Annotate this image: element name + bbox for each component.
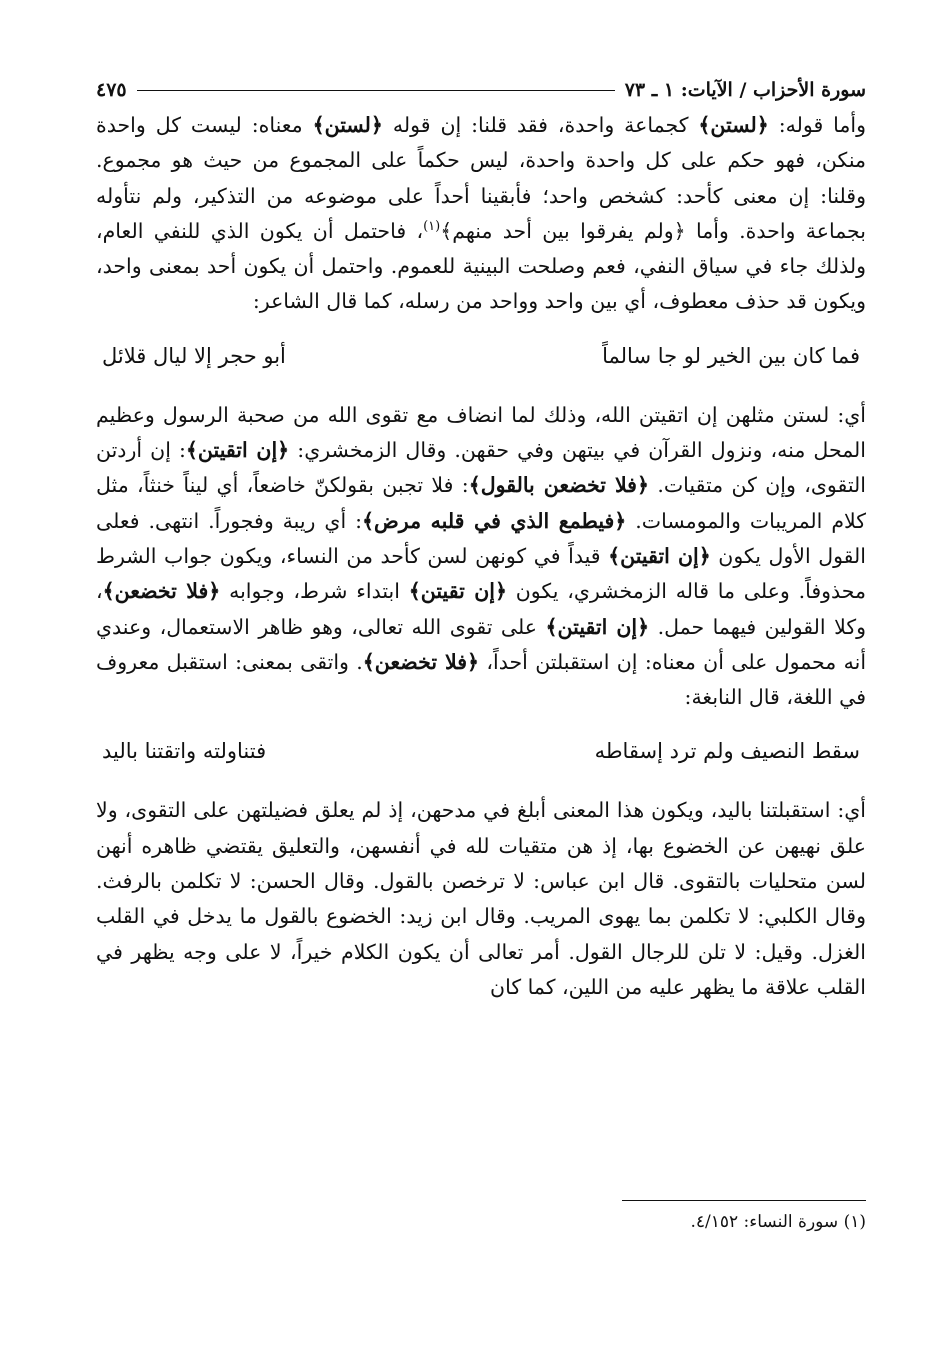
paragraph-2: [96, 398, 866, 716]
quran-quote: ﴿لستن﴾: [698, 113, 769, 137]
footnote-rule: [622, 1200, 866, 1201]
verse-2-second-hemistich: فتناولته واتقتنا باليد: [102, 739, 267, 764]
text-run: أي: استقبلتنا باليد، ويكون هذا المعنى أبلغ في مدحهن، إذ لم يعلق فضيلتهن على التقوى، ولا علق نهيهن عن الخضوع بها، إذ هن متقيات لله في أنفسهن، والتعليق يقتضي ظاهره أنهن لسن متحليات بالتقوى. قال ابن عباس: لا ترخصن بالقول. وقال الحسن: لا تكلمن بالرفث. وقال الكلبي: لا تكلمن بما يهوى المريب. وقال ابن زيد: الخضوع بالقول ما يدخل في القلب الغزل. وقيل: لا تلن للرجال القول. أمر تعالى أن يكون الكلام خيراً، لا على وجه يظهر في القلب علاقة ما يظهر عليه من اللين، كما كان: [96, 798, 866, 999]
header-rule: [137, 90, 615, 91]
quran-quote: ﴿فلا تخضعن بالقول﴾: [468, 473, 649, 498]
quran-quote: ﴿لستن﴾: [312, 113, 383, 137]
quran-quote: ﴿إن اتقيتن﴾: [608, 543, 711, 568]
surah-title: سورة الأحزاب / الآيات: ١ ـ ٧٣: [624, 79, 866, 101]
text-run: ابتداء شرط، وجوابه: [220, 579, 409, 604]
footnote-ref: (١): [423, 219, 441, 235]
verse-1-second-hemistich: أبو حجر إلا ليال قلائل: [102, 343, 286, 368]
text-run: ، فاحتمل أن يكون الذي للنفي العام، ولذلك جاء في سياق النفي، فعم وصلحت البينية للعموم. واحتمل أن يكون أحد بمعنى واحد، ويكون قد حذف معطوف، أي بين واحد وواحد من رسله، كما قال الشاعر:: [96, 218, 866, 314]
text-run: . واتقى بمعنى: استقبل معروف في اللغة، قال النابغة:: [96, 649, 866, 710]
quran-quote: ﴿إن اتقيتن﴾: [545, 614, 650, 639]
paragraph-1: [96, 108, 866, 320]
text-run: على تقوى الله تعالى، وهو ظاهر الاستعمال، وعندي أنه محمول على أن معناه: إن استقبلتن أحداً،: [96, 614, 867, 674]
paragraph-3: [96, 793, 866, 1005]
quran-quote: ﴿فلا تخضعن﴾: [102, 579, 221, 604]
text-run: قيداً في كونهن لسن كأحد من النساء، ويكون جواب الشرط محذوفاً. وعلى ما قاله الزمخشري، يكون: [96, 543, 867, 604]
quran-quote: ﴿إن اتقيتن﴾: [185, 438, 290, 463]
quran-quote: ﴿فلا تخضعن﴾: [362, 649, 480, 674]
text-run: كجماعة واحدة، فقد قلنا: إن قوله: [382, 113, 699, 137]
page-number: ٤٧٥: [96, 79, 127, 101]
text-run: معناه: ليست كل واحدة منكن، فهو حكم على كل واحدة واحدة، ليس حكماً على المجموع من حيث هو مجموع. وقلنا: إن معنى كأحد: كشخص واحد؛ فأبقينا أحداً على موضوعه من التذكير، ولم نتأوله بجماعة واحدة. وأما ﴿ولم يفرقوا بين أحد منهم﴾: [96, 113, 866, 243]
running-header: [96, 72, 866, 108]
verse-2: [102, 733, 860, 769]
text-run: : أي ريبة وفجوراً. انتهى. فعلى القول الأول يكون: [96, 508, 866, 568]
text-run: ، وكلا القولين فيهما حمل.: [96, 579, 866, 639]
text-run: أي: لستن مثلهن إن اتقيتن الله، وذلك لما انضاف مع تقوى الله من صحبة الرسول وعظيم المحل منه، ونزول القرآن في بيتهن وفي حقهن. وقال الزمخشري:: [96, 402, 866, 463]
quran-quote: ﴿فيطمع الذي في قلبه مرض﴾: [362, 508, 627, 533]
page: [96, 72, 867, 1232]
text-run: وأما قوله:: [768, 113, 867, 137]
quran-quote: ﴿إن تقيتن﴾: [408, 579, 507, 604]
text-run: : فلا تجبن بقولكنّ خاضعاً، أي ليناً خنثاً، مثل كلام المريبات والمومسات.: [96, 473, 866, 533]
footnote: (١) سورة النساء: ٤/١٥٢.: [690, 1212, 866, 1232]
verse-1: [102, 338, 860, 374]
verse-1-first-hemistich: فما كان بين الخير لو جا سالماً: [602, 343, 860, 368]
text-run: : إن أردتن التقوى، وإن كن متقيات.: [96, 438, 867, 498]
verse-2-first-hemistich: سقط النصيف ولم ترد إسقاطه: [594, 739, 860, 764]
